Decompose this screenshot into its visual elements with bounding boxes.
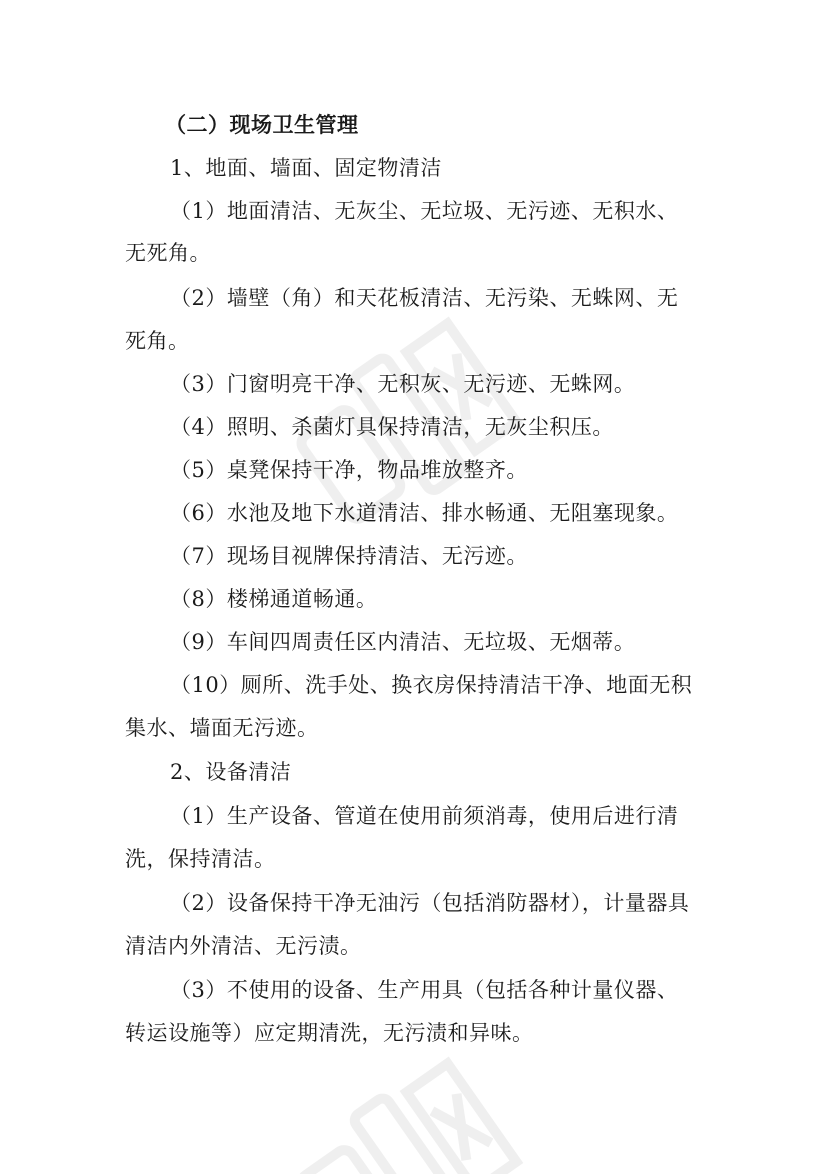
list-item-line: （3）门窗明亮干净、无积灰、无污迹、无蛛网。 xyxy=(170,372,636,396)
list-item-line: 死角。 xyxy=(125,329,190,353)
list-item-line: （5）桌凳保持干净，物品堆放整齐。 xyxy=(170,458,528,482)
list-item-line: 集水、墙面无污迹。 xyxy=(125,716,319,740)
list-item-line: （2）墙壁（角）和天花板清洁、无污染、无蛛网、无 xyxy=(170,286,679,310)
list-item-line: （6）水池及地下水道清洁、排水畅通、无阻塞现象。 xyxy=(170,501,679,525)
section-title: （二）现场卫生管理 xyxy=(165,112,359,137)
list-item-line: 转运设施等）应定期清洗，无污渍和异味。 xyxy=(125,1021,534,1045)
watermark-logo-icon xyxy=(270,1040,530,1174)
subsection-title: 2、设备清洁 xyxy=(170,760,292,784)
list-item-line: （1）地面清洁、无灰尘、无垃圾、无污迹、无积水、 xyxy=(170,199,679,223)
list-item-line: （2）设备保持干净无油污（包括消防器材），计量器具 xyxy=(170,891,690,915)
list-item-line: （3）不使用的设备、生产用具（包括各种计量仪器、 xyxy=(170,978,679,1002)
list-item-line: （1）生产设备、管道在使用前须消毒，使用后进行清 xyxy=(170,804,679,828)
list-item-line: 无死角。 xyxy=(125,241,211,265)
list-item-line: （7）现场目视牌保持清洁、无污迹。 xyxy=(170,544,528,568)
list-item-line: （9）车间四周责任区内清洁、无垃圾、无烟蒂。 xyxy=(170,630,636,654)
list-item-line: （10）厕所、洗手处、换衣房保持清洁干净、地面无积 xyxy=(170,673,693,697)
list-item-line: （4）照明、杀菌灯具保持清洁，无灰尘积压。 xyxy=(170,415,614,439)
list-item-line: 洗，保持清洁。 xyxy=(125,847,276,871)
list-item-line: （8）楼梯通道畅通。 xyxy=(170,587,378,611)
subsection-title: 1、地面、墙面、固定物清洁 xyxy=(170,156,442,180)
list-item-line: 清洁内外清洁、无污渍。 xyxy=(125,934,362,958)
